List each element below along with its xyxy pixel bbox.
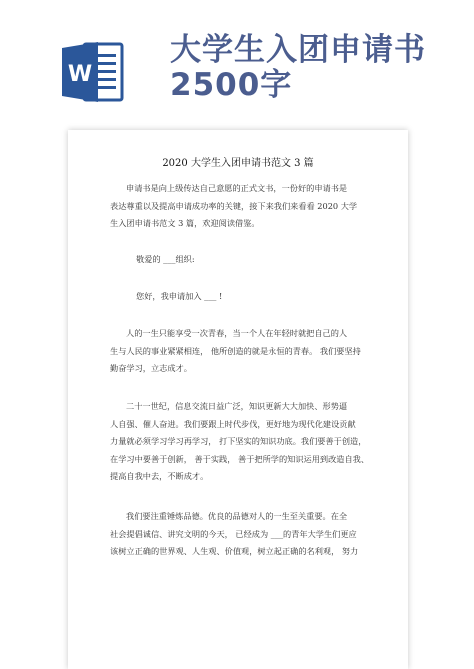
page-header	[0, 0, 474, 118]
hello-line: 您好，我申请加入 ___ !	[136, 291, 223, 301]
text-line: 人自强、催人奋进。我们要跟上时代步伐，更好地为现代化建设贡献	[110, 418, 356, 429]
text-line: 人的一生只能享受一次青春，当一个人在年轻时就把自己的人	[126, 328, 348, 338]
document-title: 2020 大学生入团申请书范文 3 篇	[162, 158, 314, 169]
body-paragraph-2	[110, 398, 372, 486]
text-line: 申请书是向上级传达自己意愿的正式文书，一份好的申请书是	[126, 183, 348, 193]
page-title-line-2: 2500字	[170, 67, 293, 103]
svg-text:W: W	[67, 62, 93, 87]
text-line: 勤奋学习，立志成才。	[110, 363, 192, 373]
word-icon	[62, 40, 124, 104]
text-line: 生与人民的事业紧紧相连， 他所创造的就是永恒的青春。 我们要坚持	[110, 345, 361, 356]
document-preview	[68, 130, 408, 669]
intro-paragraph	[110, 180, 372, 233]
text-line: 表达尊重以及提高申请成功率的关键，接下来我们来看看 2020 大学	[110, 200, 358, 211]
text-line: 该树立正确的世界观、人生观、价值观，树立起正确的名利观， 努力	[110, 546, 359, 556]
text-line: 在学习中要善于创新， 善于实践， 善于把所学的知识运用到改造自我、	[110, 453, 370, 464]
greeting-line: 敬爱的 ___组织:	[136, 254, 195, 264]
text-line: 二十一世纪，信息交流日益广泛，知识更新大大加快、形势逼	[126, 401, 348, 411]
text-line: 提高自我中去，不断成才。	[110, 471, 209, 481]
text-line: 我们要注重锤炼品德。优良的品德对人的一生至关重要。在全	[126, 511, 348, 521]
body-paragraph-1	[110, 325, 372, 378]
text-line: 生入团申请书范文 3 篇，欢迎阅读借鉴。	[110, 218, 260, 228]
text-line: 社会提倡诚信、讲究文明的今天， 已经成为 ___的青年大学生们更应	[110, 528, 357, 539]
page-title-line-1: 大学生入团申请书	[170, 32, 426, 68]
text-line: 力量就必须学习学习再学习， 打下坚实的知识功底。我们要善于创造，	[110, 436, 367, 446]
body-paragraph-3	[110, 508, 372, 561]
